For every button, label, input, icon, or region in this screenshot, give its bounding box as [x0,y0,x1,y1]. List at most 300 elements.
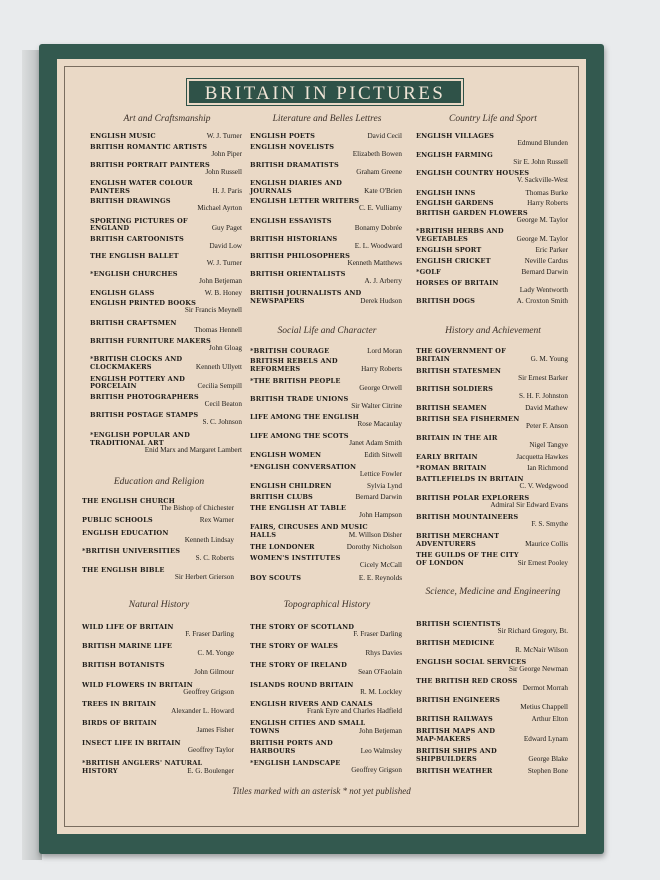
book-author: R. M. Lockley [360,688,402,696]
book-entry [416,152,568,166]
book-title: BRITISH STATESMEN [416,367,502,375]
book-author: M. Willson Disher [348,531,402,539]
book-title: BRITISH POLAR EXPLORERS [416,494,530,502]
book-entry [250,575,402,582]
book-entry [250,396,402,410]
book-title: ENGLISH GLASS [90,289,155,297]
book-author: W. B. Honey [204,289,242,297]
book-author: Nigel Tangye [529,441,568,449]
book-title: BRITISH JOURNALISTS AND [250,289,362,297]
book-author: John Betjeman [359,727,402,735]
book-author: Sir Ernest Pooley [517,559,568,567]
book-entry [416,348,568,355]
book-author: Janet Adam Smith [349,439,402,447]
book-title: THE STORY OF WALES [250,642,339,650]
book-author: David Cecil [367,132,402,140]
book-author: R. McNair Wilson [515,646,568,654]
book-title: THE LONDONER [250,543,315,551]
book-entry [416,405,568,412]
book-title: BRITAIN [416,355,450,363]
book-author: Edith Sitwell [364,451,402,459]
book-title: WILD LIFE OF BRITAIN [82,623,174,631]
book-entry [82,498,234,512]
book-title: VEGETABLES [416,235,468,243]
book-author: George M. Taylor [516,235,568,243]
book-title: BRITISH ENGINEERS [416,696,501,704]
book-entry [90,162,242,176]
book-author: Sir E. John Russell [513,158,568,166]
book-entry [250,253,402,267]
book-title: ENGLISH NOVELISTS [250,143,335,151]
book-author: A. Croxton Smith [516,297,568,305]
book-title: PUBLIC SCHOOLS [82,516,153,524]
book-author: James Fisher [196,726,234,734]
book-title: *ENGLISH LANDSCAPE [250,759,341,767]
book-entry [416,476,568,490]
book-entry [250,555,402,569]
book-author: Eric Parker [535,246,568,254]
book-entry [82,567,234,581]
book-title: BATTLEFIELDS IN BRITAIN [416,475,524,483]
book-title: THE BRITISH RED CROSS [416,677,518,685]
book-entry [90,236,242,250]
book-title: THE GOVERNMENT OF [416,347,506,355]
book-entry [90,364,242,371]
book-author: C. V. Wedgwood [519,482,568,490]
book-entry [82,760,234,767]
book-title: BRITISH MERCHANT [416,532,500,540]
book-author: Sir Richard Gregory, Bt. [497,627,568,635]
book-entry [250,643,402,657]
book-author: John Russell [205,168,242,176]
book-title: ENGLISH CITIES AND SMALL [250,719,366,727]
book-title: BRITISH MOUNTAINEERS [416,513,519,521]
book-author: Neville Cardus [524,257,568,265]
book-title: TREES IN BRITAIN [82,700,157,708]
book-author: Cecil Beaton [204,400,242,408]
book-title: MAP-MAKERS [416,735,471,743]
book-entry [90,253,242,267]
book-entry [90,271,242,285]
book-author: Dorothy Nicholson [346,543,402,551]
book-author: John Gloag [209,344,242,352]
book-author: Frank Eyre and Charles Hadfield [306,707,402,715]
book-title: BRITISH WEATHER [416,767,493,775]
book-title: BRITISH MAPS AND [416,727,496,735]
book-title: *BRITISH UNIVERSITIES [82,547,181,555]
book-entry [250,218,402,232]
book-title: THE ENGLISH AT TABLE [250,504,347,512]
book-title: BRITISH MARINE LIFE [82,642,173,650]
book-entry [250,701,402,715]
book-title: BRITISH REBELS AND [250,357,338,365]
book-title: CLOCKMAKERS [90,363,152,371]
book-author: C. E. Vulliamy [359,204,402,212]
book-entry [250,133,402,140]
book-title: ENGLISH GARDENS [416,199,494,207]
book-author: Metius Chappell [520,703,568,711]
section-heading: Natural History [128,600,190,610]
book-author: Rex Warner [199,516,234,524]
book-title: BRITISH SOLDIERS [416,385,494,393]
book-author: V. Sackville-West [516,176,568,184]
book-entry [416,298,568,305]
book-entry [416,356,568,363]
book-entry [416,368,568,382]
book-entry [90,198,242,212]
book-entry [82,740,234,754]
book-entry [90,394,242,408]
book-entry [416,280,568,294]
section-heading: Social Life and Character [277,326,377,336]
book-author: G. M. Young [530,355,568,363]
book-author: Elizabeth Bowen [352,150,402,158]
book-author: Maurice Collis [525,540,568,548]
book-entry [82,624,234,638]
book-title: BRITISH ORIENTALISTS [250,270,346,278]
book-entry [416,465,568,472]
book-entry [250,144,402,158]
book-title: BRITISH PHOTOGRAPHERS [90,393,199,401]
book-title: HARBOURS [250,747,296,755]
book-entry [416,228,568,235]
book-title: THE STORY OF IRELAND [250,661,347,669]
book-title: PAINTERS [90,187,131,195]
book-author: David Low [209,242,242,250]
book-entry [250,740,402,747]
book-author: F. Fraser Darling [353,630,402,638]
book-entry [90,412,242,426]
book-title: *BRITISH ANGLERS' NATURAL [82,759,203,767]
book-author: F. S. Smythe [531,520,568,528]
book-author: Rhys Davies [365,649,402,657]
book-title: ENGLISH CHILDREN [250,482,332,490]
book-entry [416,200,568,207]
book-author: Sir Herbert Grierson [174,573,234,581]
book-title: *GOLF [416,268,441,276]
book-title: ENGLISH WOMEN [250,451,322,459]
book-title: BIRDS OF BRITAIN [82,719,157,727]
book-entry [82,662,234,676]
book-entry [250,682,402,696]
book-title: NEWSPAPERS [250,297,305,305]
book-title: THE STORY OF SCOTLAND [250,623,355,631]
book-author: Stephen Bone [527,767,568,775]
book-entry [416,728,568,735]
section-heading: Topographical History [283,600,371,610]
book-title: ENGLISH POTTERY AND [90,375,185,383]
book-entry [90,188,242,195]
book-author: Michael Ayrton [197,204,242,212]
book-entry [416,454,568,461]
book-title: ENGLISH WATER COLOUR [90,179,193,187]
book-title: BRITISH SEA FISHERMEN [416,415,520,423]
book-author: David Mathew [525,404,568,412]
book-entry [416,659,568,673]
book-author: S. C. Roberts [195,554,234,562]
book-entry [250,188,402,195]
book-entry [82,643,234,657]
book-title: ENGLISH FARMING [416,151,493,159]
book-entry [416,236,568,243]
book-author: Enid Marx and Margaret Lambert [144,446,242,454]
book-author: Thomas Burke [525,189,568,197]
book-entry [416,748,568,755]
book-author: John Betjeman [199,277,242,285]
book-entry [250,414,402,428]
book-author: Ian Richmond [527,464,568,472]
book-author: S. C. Johnson [202,418,242,426]
book-author: Cecilia Sempill [197,382,242,390]
book-title: BRITISH SCIENTISTS [416,620,501,628]
book-title: ENGLISH POETS [250,132,316,140]
book-entry [250,483,402,490]
book-title: BRITISH SHIPS AND [416,747,497,755]
book-title: OF LONDON [416,559,464,567]
book-author: George Orwell [359,384,402,392]
book-author: Sir George Newman [509,665,568,673]
book-entry [250,366,402,373]
book-title: BRITISH TRADE UNIONS [250,395,349,403]
book-title: BRITISH FURNITURE MAKERS [90,337,211,345]
book-entry [416,768,568,775]
book-entry [90,432,242,439]
book-title: BRITISH RAILWAYS [416,715,493,723]
book-author: Kate O'Brien [364,187,402,195]
book-entry [416,621,568,635]
book-entry [250,524,402,531]
book-title: BRITISH CRAFTSMEN [90,319,177,327]
book-entry [416,247,568,254]
section-heading: Art and Craftsmanship [123,114,211,124]
book-author: George M. Taylor [516,216,568,224]
book-author: Peter F. Anson [526,422,568,430]
book-author: Bernard Darwin [521,268,568,276]
book-entry [250,298,402,305]
book-title: JOURNALS [250,187,292,195]
book-author: E. L. Woodward [354,242,402,250]
book-title: LIFE AMONG THE ENGLISH [250,413,359,421]
book-title: REFORMERS [250,365,301,373]
book-title: *BRITISH HERBS AND [416,227,504,235]
book-title: BRITAIN IN THE AIR [416,434,498,442]
book-entry [250,544,402,551]
book-entry [90,300,242,314]
book-title: THE GUILDS OF THE CITY [416,551,519,559]
book-title: ENGLISH SPORT [416,246,482,254]
book-entry [416,210,568,224]
book-author: Kenneth Lindsay [184,536,234,544]
book-title: THE ENGLISH CHURCH [82,497,176,505]
book-entry [416,736,568,743]
book-title: SPORTING PICTURES OF [90,217,188,225]
book-author: Lettice Fowler [359,470,402,478]
book-author: Admiral Sir Edward Evans [490,501,568,509]
book-author: Kenneth Matthews [347,259,402,267]
book-entry [82,548,234,562]
book-title: BOY SCOUTS [250,574,302,582]
book-title: BRITISH PHILOSOPHERS [250,252,351,260]
book-entry [416,386,568,400]
book-title: ISLANDS ROUND BRITAIN [250,681,354,689]
book-entry [90,290,242,297]
book-author: Thomas Hennell [194,326,242,334]
book-entry [250,532,402,539]
book-title: TRADITIONAL ART [90,439,164,447]
book-title: BRITISH CLUBS [250,493,313,501]
book-author: Alexander L. Howard [171,707,234,715]
book-title: THE ENGLISH BIBLE [82,566,165,574]
book-entry [90,133,242,140]
book-entry [416,514,568,528]
book-entry [250,452,402,459]
book-author: The Bishop of Chichester [160,504,234,512]
book-entry [250,433,402,447]
book-entry [250,162,402,176]
book-entry [250,180,402,187]
book-entry [90,356,242,363]
book-title: HORSES OF BRITAIN [416,279,499,287]
book-entry [90,320,242,334]
book-author: Lady Wentworth [519,286,568,294]
book-author: Sylvia Lynd [367,482,402,490]
book-author: H. J. Paris [212,187,242,195]
book-title: BRITISH ROMANTIC ARTISTS [90,143,208,151]
book-author: John Hampson [359,511,402,519]
book-author: Geoffrey Taylor [187,746,234,754]
asterisk-footnote: Titles marked with an asterisk * not yet published [232,786,411,796]
book-author: E. E. Reynolds [358,574,402,582]
book-author: Sir Ernest Barker [518,374,568,382]
book-author: Sir Walter Citrine [351,402,402,410]
book-entry [250,505,402,519]
book-title: BRITISH MEDICINE [416,639,495,647]
book-title: ENGLISH PRINTED BOOKS [90,299,197,307]
book-title: ENGLISH ESSAYISTS [250,217,332,225]
book-author: Bonamy Dobrée [354,224,402,232]
book-title: BRITISH DRAWINGS [90,197,171,205]
book-entry [250,662,402,676]
book-title: LIFE AMONG THE SCOTS [250,432,349,440]
book-author: Sir Francis Meynell [184,306,242,314]
book-entry [416,495,568,509]
book-author: Bernard Darwin [355,493,402,501]
section-heading: Science, Medicine and Engineering [425,587,561,597]
book-title: BRITISH BOTANISTS [82,661,165,669]
book-title: BRITISH POSTAGE STAMPS [90,411,199,419]
book-title: FAIRS, CIRCUSES AND MUSIC [250,523,368,531]
book-title: ENGLISH VILLAGES [416,132,495,140]
book-title: BRITISH SEAMEN [416,404,487,412]
book-author: W. J. Turner [206,132,242,140]
book-entry [250,271,402,285]
book-entry [82,720,234,734]
book-title: BRITISH PORTS AND [250,739,333,747]
book-author: Arthur Elton [531,715,568,723]
book-entry [416,716,568,723]
book-entry [90,180,242,187]
book-author: Harry Roberts [527,199,568,207]
book-title: ENGLISH SOCIAL SERVICES [416,658,527,666]
book-entry [90,383,242,390]
book-title: *ENGLISH CHURCHES [90,270,178,278]
book-author: Jacquetta Hawkes [516,453,568,461]
book-title: BRITISH DOGS [416,297,476,305]
book-title: WOMEN'S INSTITUTES [250,554,341,562]
book-entry [82,517,234,524]
section-heading: History and Achievement [445,326,541,336]
book-title: ENGLISH CRICKET [416,257,491,265]
book-author: Guy Paget [211,224,242,232]
book-author: Edward Lynam [523,735,568,743]
section-heading: Literature and Belles Lettres [272,114,382,124]
book-entry [416,697,568,711]
book-title: BRITISH CARTOONISTS [90,235,184,243]
book-entry [250,748,402,755]
book-title: ENGLISH LETTER WRITERS [250,197,360,205]
book-entry [416,541,568,548]
book-title: WILD FLOWERS IN BRITAIN [82,681,193,689]
book-entry [416,258,568,265]
book-entry [250,720,402,727]
book-entry [416,190,568,197]
book-author: Graham Greene [356,168,402,176]
book-title: PORCELAIN [90,382,137,390]
book-entry [250,236,402,250]
book-title: SHIPBUILDERS [416,755,477,763]
book-author: Kenneth Ullyett [195,363,242,371]
book-author: W. J. Turner [206,259,242,267]
book-entry [416,560,568,567]
book-entry [250,348,402,355]
book-title: ENGLISH DIARIES AND [250,179,342,187]
book-title: *THE BRITISH PEOPLE [250,377,341,385]
book-title: ENGLISH COUNTRY HOUSES [416,169,530,177]
section-heading: Country Life and Sport [449,114,537,124]
book-author: Lord Moran [367,347,402,355]
book-title: BRITISH DRAMATISTS [250,161,339,169]
book-title: HISTORY [82,767,118,775]
book-entry [90,225,242,232]
section-heading: Education and Religion [113,477,205,487]
book-entry [90,144,242,158]
book-entry [82,701,234,715]
book-entry [416,133,568,147]
book-entry [416,533,568,540]
book-author: Cicely McCall [359,561,402,569]
book-title: ENGLISH EDUCATION [82,529,169,537]
book-author: A. J. Arberry [364,277,402,285]
book-author: Rose Macaulay [357,420,402,428]
book-title: BRITISH PORTRAIT PAINTERS [90,161,210,169]
book-author: Edmund Blunden [517,139,568,147]
book-entry [82,682,234,696]
book-author: E. G. Boulenger [187,767,234,775]
book-entry [250,624,402,638]
book-title: TOWNS [250,727,280,735]
book-author: Sean O'Faolain [358,668,402,676]
book-entry [416,170,568,184]
book-author: C. M. Yonge [197,649,234,657]
book-entry [250,358,402,365]
book-entry [416,640,568,654]
book-title: ADVENTURERS [416,540,476,548]
book-title: *ENGLISH POPULAR AND [90,431,190,439]
book-entry [82,768,234,775]
book-entry [416,435,568,449]
book-title: ENGLISH MUSIC [90,132,156,140]
series-title: BRITAIN IN PICTURES [187,79,463,105]
